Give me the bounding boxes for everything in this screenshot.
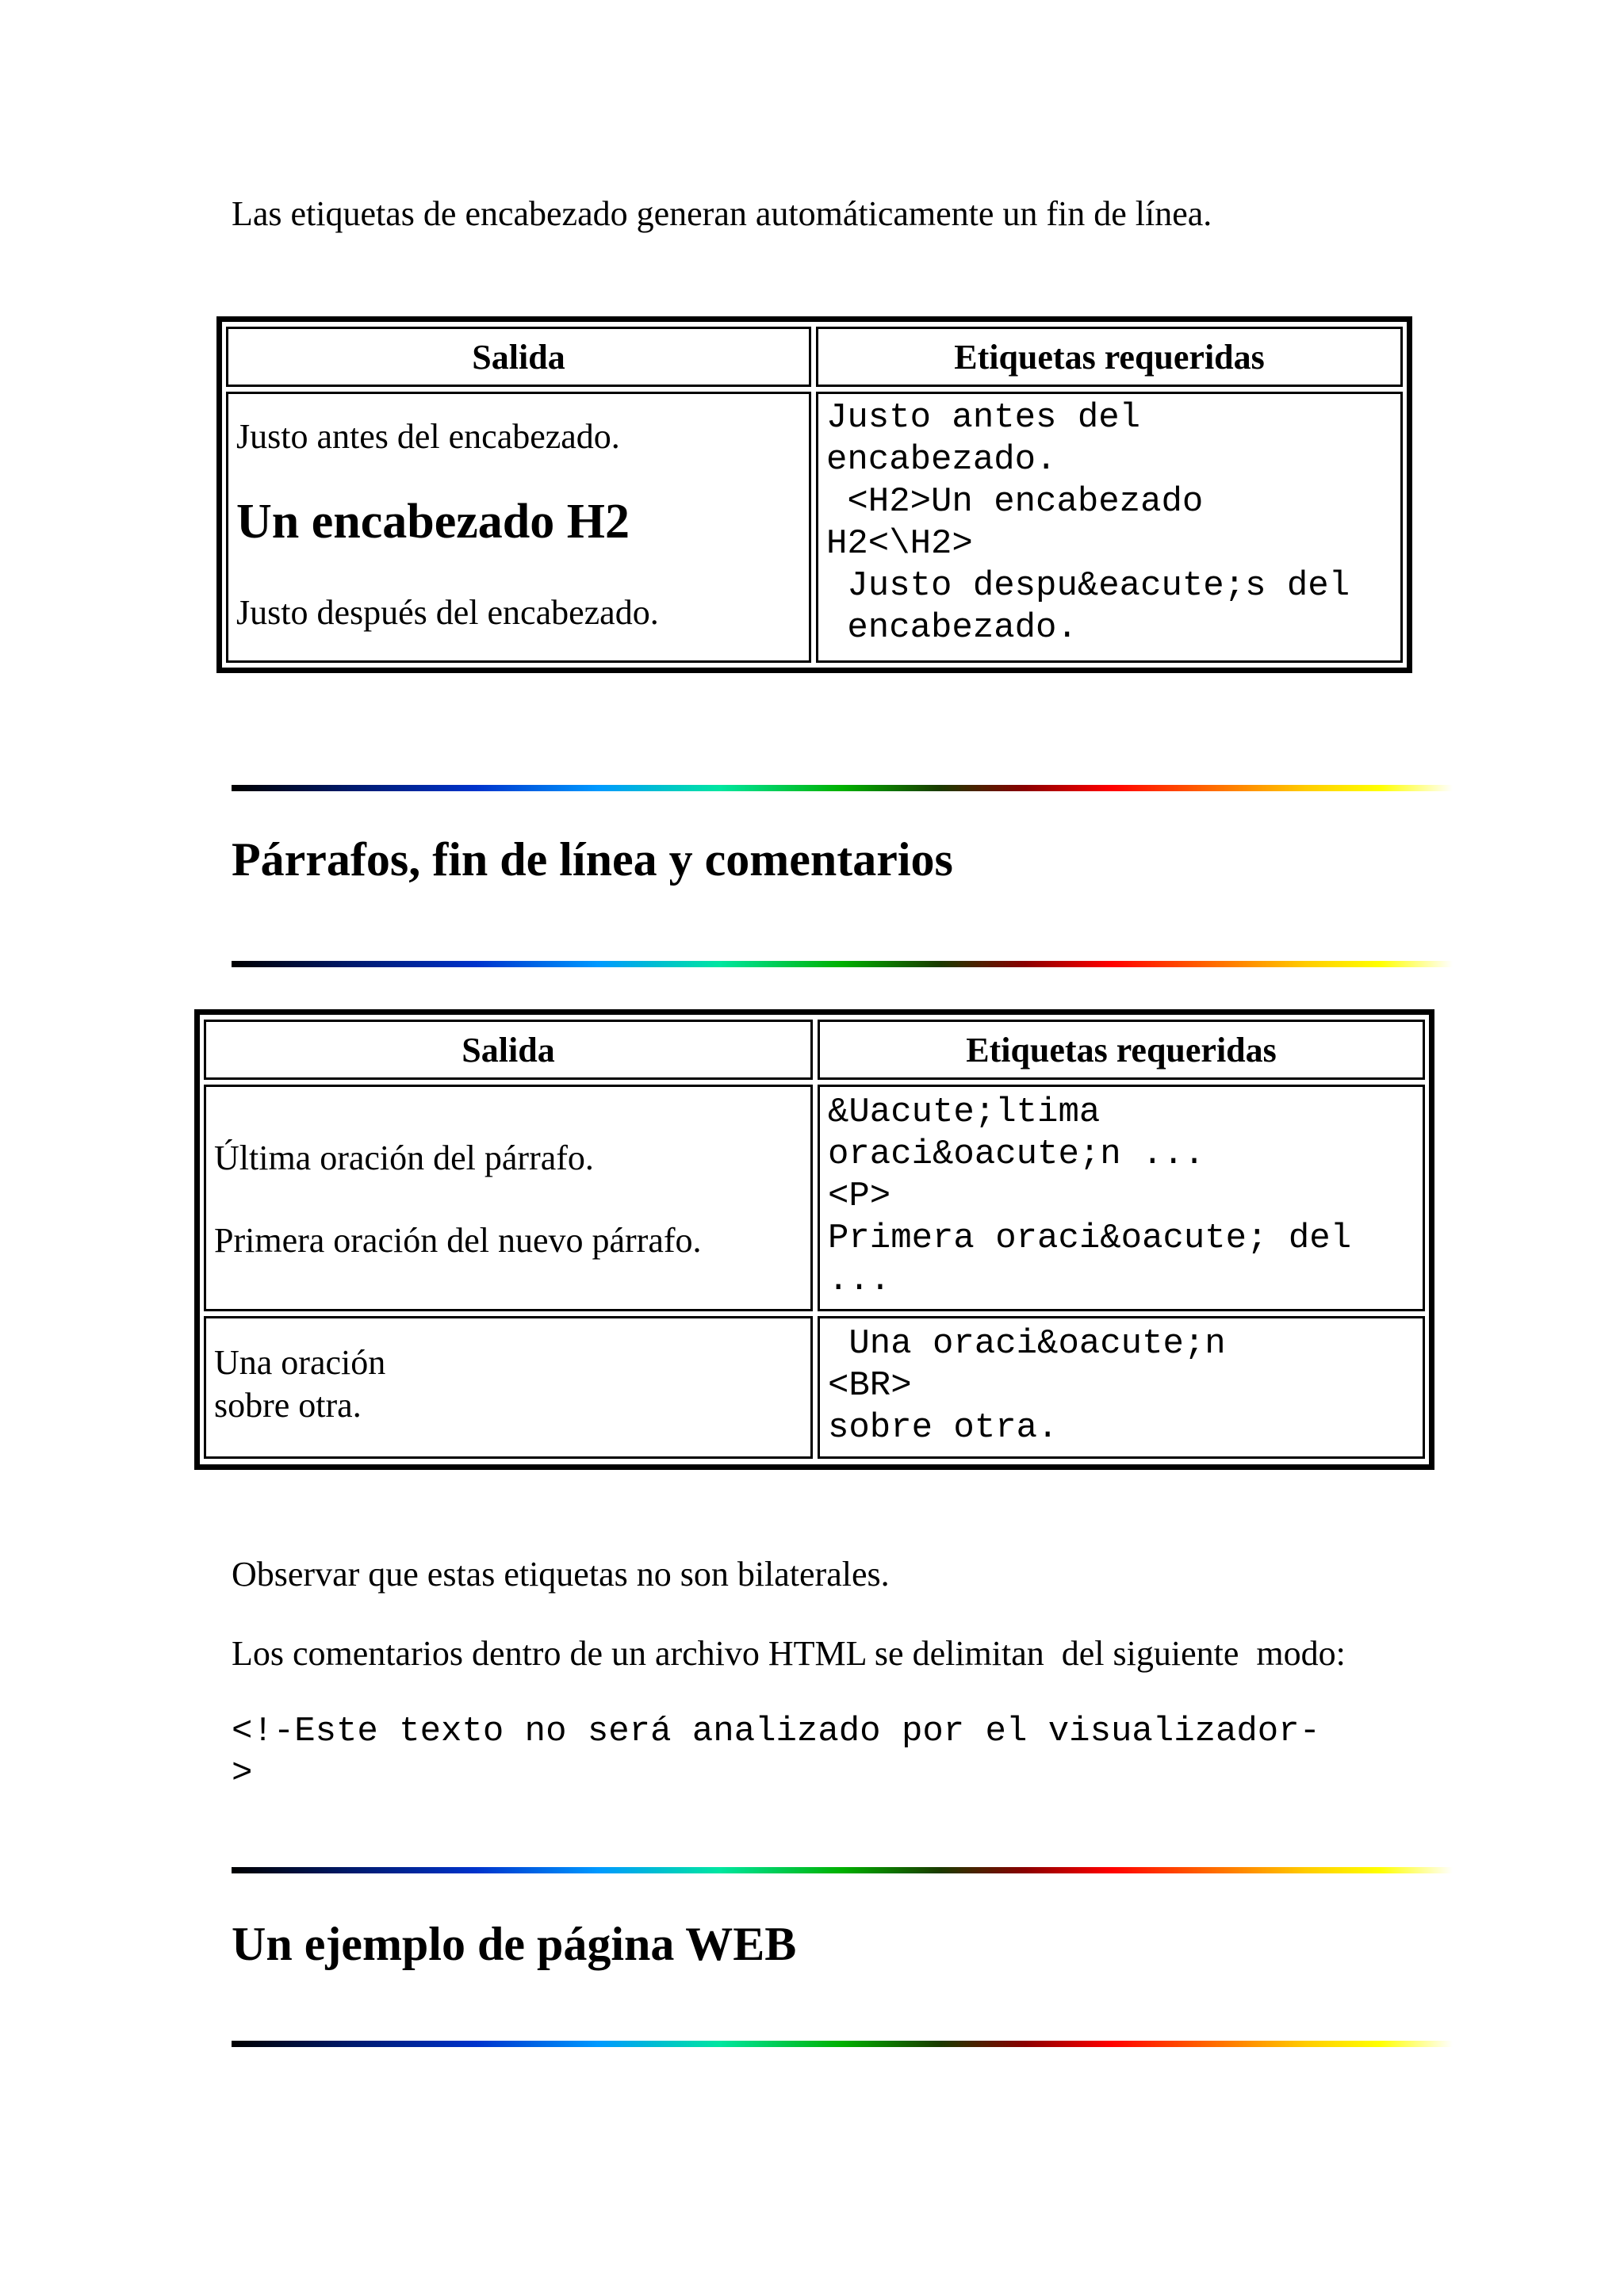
rainbow-divider — [232, 1867, 1453, 1873]
output-cell — [204, 1085, 813, 1311]
paragraphs-table — [194, 1009, 1434, 1470]
output-first-sentence: Primera oración del nuevo párrafo. — [214, 1221, 702, 1260]
code-line: Justo antes del — [826, 398, 1141, 438]
table-header-output: Salida — [204, 1020, 813, 1080]
code-line: oraci&oacute;n ... — [828, 1135, 1205, 1174]
code-line: Justo despu&eacute;s del — [826, 566, 1350, 606]
code-line: <H2>Un encabezado — [826, 482, 1204, 522]
rainbow-divider — [232, 961, 1453, 967]
output-line-one: Una oración — [214, 1343, 386, 1382]
rainbow-divider — [232, 785, 1453, 791]
output-h2-sample: Un encabezado H2 — [236, 495, 630, 549]
output-line-two: sobre otra. — [214, 1386, 362, 1425]
code-line: <BR> — [828, 1366, 912, 1406]
code-line: sobre otra. — [828, 1408, 1059, 1448]
code-line: H2<\H2> — [826, 524, 973, 564]
intro-text: Las etiquetas de encabezado generan automáticamente un fin de línea. — [232, 194, 1212, 233]
code-cell — [818, 1316, 1425, 1459]
code-line: Primera oraci&oacute; del — [828, 1219, 1352, 1258]
output-after-heading: Justo después del encabezado. — [236, 593, 659, 632]
code-line: encabezado. — [826, 608, 1078, 648]
comment-example-line: <!-Este texto no será analizado por el visualizador- — [232, 1712, 1321, 1751]
output-cell — [204, 1316, 813, 1459]
code-line: encabezado. — [826, 440, 1057, 480]
note-text: Observar que estas etiquetas no son bilaterales. — [232, 1555, 890, 1594]
comment-example-line: > — [232, 1754, 253, 1793]
section-heading: Párrafos, fin de línea y comentarios — [232, 833, 953, 886]
code-line: <P> — [828, 1177, 891, 1216]
code-cell — [818, 1085, 1425, 1311]
output-before-heading: Justo antes del encabezado. — [236, 417, 620, 456]
rainbow-divider — [232, 2041, 1453, 2047]
code-cell — [816, 392, 1403, 663]
table-header-tags: Etiquetas requeridas — [818, 1020, 1425, 1080]
output-cell — [226, 392, 811, 663]
note-text: Los comentarios dentro de un archivo HTML se delimitan del siguiente modo: — [232, 1634, 1346, 1673]
section-heading: Un ejemplo de página WEB — [232, 1918, 797, 1970]
code-line: ... — [828, 1261, 891, 1300]
table-header-output: Salida — [226, 327, 811, 387]
headings-table — [216, 316, 1412, 673]
output-last-sentence: Última oración del párrafo. — [214, 1138, 594, 1177]
code-line: Una oraci&oacute;n — [828, 1324, 1226, 1364]
table-header-tags: Etiquetas requeridas — [816, 327, 1403, 387]
code-line: &Uacute;ltima — [828, 1093, 1101, 1132]
